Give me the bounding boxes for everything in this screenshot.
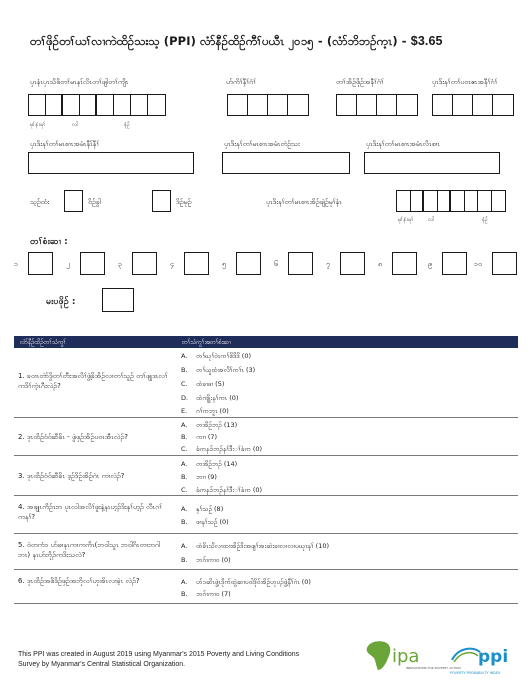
hh-number-6: ၆ [274, 260, 278, 268]
q3-option-b-letter: B. [181, 473, 188, 481]
hh-number-9: ၉ [428, 260, 432, 268]
household-id-label: ပှၤဒိးနၢ်တၢ်ပ၀ၤဧၤအနီၢ်ဂံၢ် [432, 78, 498, 86]
service-point-label: ပှၤဒိးနၢ်တၢ်မၤစၢၤအမံၤလိၤစၢၤ [366, 140, 440, 148]
q1-option-c[interactable]: ထံခၢဖၢ (5) [196, 380, 225, 388]
question-4: 4. အဖျုၤကိဉ်ၤဘ ပုၤလါအလိၢ်ဖူးနဲ့နၤဟ့ၣ်ဒိးနၢ်ဟ့ၣ် လီၤဂၢ်ကနၢ်? [18, 503, 163, 521]
page-title [30, 34, 520, 51]
join-date-boxes[interactable] [396, 190, 506, 212]
hh-number-7: ၇ [326, 260, 330, 268]
q4-option-a[interactable]: နှၢ်သဉ် (8) [196, 505, 224, 513]
hh-box-10[interactable] [492, 252, 517, 275]
q3-option-a-letter: A. [181, 460, 188, 468]
question-2: 2. ဒုၤထိဉ်ဝံဝ်ဆီခိၤ - ဖွဲဖှဉ်အိဉ်ပ၀ၤအီၤလဲၣ်? [18, 433, 128, 441]
hh-box-5[interactable] [236, 252, 261, 275]
q2-option-c-letter: C. [181, 445, 188, 453]
interview-day-sublabel: မုၢ်နံၤမုၢ် [30, 122, 46, 128]
hh-box-2[interactable] [80, 252, 105, 275]
q2-option-a-letter: A. [181, 421, 188, 429]
participant-name-label: ပှၤဒိးနၢ်တၢ်မၤစၢၤအမံၤနီၤ်နီၢ် [30, 140, 100, 148]
q5-option-a-letter: A. [181, 542, 188, 550]
q1-option-d-letter: D. [181, 394, 189, 402]
footer-note: This PPI was created in August 2019 using Myanmar's 2015 Poverty and Living Conditions Survey by Myanmar's Central Statistical Organization. [18, 651, 300, 668]
hh-box-7[interactable] [340, 252, 365, 275]
q5-option-b-letter: B. [181, 556, 188, 564]
q3-option-b[interactable]: ဘၢၢ (9) [196, 473, 217, 481]
q3-option-c-letter: C. [181, 486, 188, 494]
hh-number-8: ၈ [378, 260, 382, 268]
interview-date-label: ပှၤနံၤပှၤသိဖိတၢ်မၤနၤ်လိၤတၢ်ဖျါတၢ်ကျိၤ [30, 78, 129, 86]
ppi-logo-text: ppi [478, 647, 509, 667]
participant-name-field[interactable] [28, 152, 194, 174]
question-5: 5. ဝဲတကံၥ ဟ်ဖၢနၤကၢကကိၤ(ဘ၀ါသူၤ ဘ၀ါဂိၤတၢဘဂါဘၤ) နၤဟ်ဘိုၣ်ကဒိးသလဲ? [18, 541, 161, 559]
q1-option-c-letter: C. [181, 380, 188, 388]
q5-option-b[interactable]: ဘဂ်ၢကၢ၀ (0) [196, 556, 231, 564]
q6-option-a-letter: A. [181, 578, 188, 586]
q6-option-b-letter: B. [181, 590, 188, 598]
hh-number-5: ၅ [222, 260, 226, 268]
location-label: သ့ဉ်ထံး [30, 198, 50, 206]
hh-box-3[interactable] [132, 252, 157, 275]
table-header-question: လံာ်နီဉ်ထိဉ်တၢ်သံကွၢ် [20, 339, 67, 346]
hh-box-9[interactable] [442, 252, 467, 275]
hh-number-10: ၁၀ [474, 260, 482, 268]
rural-checkbox[interactable] [152, 190, 171, 212]
q1-option-b[interactable]: တၢ်ယူထံအလိၢ်ကၢ်ၤ (3) [196, 366, 256, 374]
hh-number-3: ၃ [118, 260, 122, 268]
q1-option-e[interactable]: ဂၢ်ကဘူၤ (0) [196, 407, 229, 415]
q3-option-c[interactable]: ခံကနၥ်ဘၣ်နၢ်ဒီးၢ်ခံက (0) [196, 486, 263, 494]
interview-year-sublabel: နံဉ် [124, 122, 130, 128]
q2-option-c[interactable]: ခံကနၥ်ဘၣ်နၢ်ဒီးၢ်ခံက (0) [196, 445, 263, 453]
interviewer-name-field[interactable] [222, 152, 350, 174]
q2-option-b[interactable]: ကၢၢ (7) [196, 433, 218, 441]
ipa-logo [362, 636, 461, 676]
hh-number-4: ၄ [170, 260, 174, 268]
household-size-field[interactable] [102, 288, 134, 312]
ppi-logo-sub: POVERTY PROBABILITY INDEX [450, 671, 501, 675]
join-year-sublabel: နံဉ် [482, 217, 488, 223]
interviewer-name-label: ပှၤဒိးနၢ်တၢ်မၤစၢၤအမံၤတဲဉ်သး [224, 140, 300, 148]
question-3: 3. ဒုၤထိဉ်ဝံဝ်ဆီခိၤ ဒ့ဉ်ဒိဉ်အိဉ်ဂဲၤ ကၢလဲၣ်? [18, 472, 125, 480]
hh-number-2: ၂ [66, 260, 70, 268]
title-text: တၢ်ဖိုဉ်တၢ်ယၢ်လၢကဲထိဉ်သးသ့ (PPI) လံာ်နီဉ်ထိဉ်ကီၢ်ပယီၤ ၂၀၁၅ - (လံာ်ဘိဘဉ်က့ၤ) - [30, 34, 407, 48]
question-6: 6. ဒုၤထိဉ်အဖိဒိဉ်ဖှဉ်အဘိုလၢ်ဟုအိၤလၢခဲ့ၤ လဲၣ်? [18, 577, 140, 585]
hh-box-1[interactable] [28, 252, 53, 275]
q1-option-d[interactable]: ထံကျိုးနၢ်ကၤ (0) [196, 394, 239, 402]
table-header-bar [14, 336, 518, 348]
hh-box-6[interactable] [288, 252, 313, 275]
ipa-logo-text: ipa [392, 646, 420, 667]
q4-option-b-letter: B. [181, 518, 188, 526]
ipa-logo-sub: INNOVATIONS FOR POVERTY ACTION [406, 666, 461, 670]
household-size-label: မးပဖိုဉ် : [46, 297, 76, 307]
urban-checkbox[interactable] [64, 190, 83, 212]
hh-box-4[interactable] [184, 252, 209, 275]
q6-option-a[interactable]: ဟ်ၥဆိၤဖွဲ့ၤဒိုက်ထွဲဆၢပ၀ါဒိုဝ်အိဉ်ဟုပၣ်ဖွဲ့နီၢ်ဂဲၤ (0) [196, 578, 311, 586]
join-month-sublabel: လါ [428, 217, 435, 223]
q6-option-b[interactable]: ဘဂ်ၢကၢ၀ (7) [196, 590, 231, 598]
hh-box-8[interactable] [392, 252, 417, 275]
q4-option-a-letter: A. [181, 505, 188, 513]
ppi-logo [448, 638, 524, 678]
service-point-field[interactable] [364, 152, 500, 174]
rural-label: ဒိဉ်မုဉ် [176, 198, 192, 206]
client-id-boxes[interactable] [227, 94, 309, 116]
join-day-sublabel: မုၢ်နံၤမုၢ် [398, 217, 414, 223]
q5-option-a[interactable]: ထံခိၤသိလၢထၢအိဉ်ဒိးအဖျၢ်အးဆဲးခၢလၢလၢပဃုၤနၢ် (10) [196, 542, 330, 550]
q3-option-a[interactable]: တအိဉ်ဘၣ် (14) [196, 460, 238, 468]
q1-option-a-letter: A. [181, 352, 188, 360]
q1-option-a[interactable]: တၢ်ဃုၢ်၀ဲၤကၢ်ဖိဒိဒိ (0) [196, 352, 252, 360]
urban-label: ဝိဉ်ခွါ [88, 198, 101, 206]
q2-option-b-letter: B. [181, 433, 188, 441]
table-header-answer: တၢ်သံကွၢ်အတၢ်စံးဆၢ [182, 339, 231, 346]
interview-month-sublabel: လါ [72, 122, 79, 128]
q1-option-b-letter: B. [181, 366, 188, 374]
household-id-boxes[interactable] [432, 94, 514, 116]
interview-date-boxes[interactable] [28, 94, 166, 116]
client-id-label: ဟ်ကိၢ်နီၢ်ဂံၢ် [226, 78, 257, 86]
hh-number-1: ၁ [14, 260, 18, 268]
title-price: $3.65 [410, 34, 443, 48]
q4-option-b[interactable]: ဖၢနၢ်သဉ် (0) [196, 518, 229, 526]
q1-option-e-letter: E. [181, 407, 188, 415]
branch-id-label: တၢ်အိဉ်ဖိုဉ်အနီၢ်ဂံၢ် [336, 78, 384, 86]
question-1: 1. ခ၀ၢၤတဲာ်ဒွိတၢ်တီးအလိၢ်ဖွဲ့ခိအိဉ်လၢတၢ်သူဉ် တၢ်ဖျုဒၤလၢ်ကဒိၢ်ကဲ့ၤဂီးလဲၣ်? [18, 372, 168, 390]
join-date-label: ပှၤဒိးနၢ်တၢ်မၤစၢၤအိဉ်ဖျဲဉ်မုၢ်နံၤ [266, 198, 342, 206]
branch-id-boxes[interactable] [336, 94, 418, 116]
household-members-label: တၢ်စံးဆၢ : [30, 237, 68, 247]
q2-option-a[interactable]: တအိဉ်ဘၣ် (13) [196, 421, 238, 429]
